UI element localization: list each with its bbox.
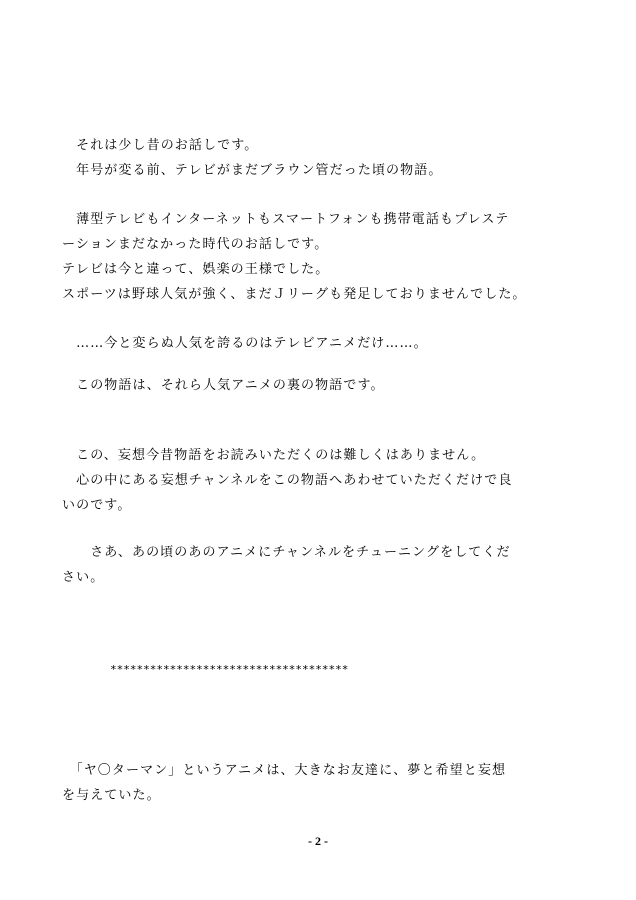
- text-line: テレビは今と違って、娯楽の王様でした。: [62, 262, 330, 277]
- text-line: この、妄想今昔物語をお読みいただくのは難しくはありません。: [62, 448, 486, 463]
- text-line: 心の中にある妄想チャンネルをこの物語へあわせていただくだけで良: [62, 473, 513, 488]
- text-line: ……今と変らぬ人気を誇るのはテレビアニメだけ……。: [62, 336, 428, 351]
- text-line: それは少し昔のお話しです。: [62, 138, 259, 153]
- text-line: この物語は、それら人気アニメの裏の物語です。: [62, 378, 385, 393]
- page-number: - 2 -: [308, 834, 328, 848]
- text-line: さあ、あの頃のあのアニメにチャンネルをチューニングをしてくだ: [62, 545, 511, 560]
- text-line: スポーツは野球人気が強く、まだＪリーグも発足しておりませんでした。: [62, 287, 527, 302]
- text-line: を与えていた。: [62, 788, 161, 803]
- text-line: 「ヤ〇ターマン」というアニメは、大きなお友達に、夢と希望と妄想: [62, 763, 507, 778]
- text-line: ーションまだなかった時代のお話しです。: [62, 237, 329, 252]
- text-line: 年号が変る前、テレビがまだブラウン管だった頃の物語。: [62, 163, 443, 178]
- section-separator: ************************************: [110, 663, 349, 676]
- text-line: いのです。: [62, 498, 132, 513]
- text-line: 薄型テレビもインターネットもスマートフォンも携帯電話もプレステ: [62, 212, 510, 227]
- text-line: さい。: [62, 570, 105, 585]
